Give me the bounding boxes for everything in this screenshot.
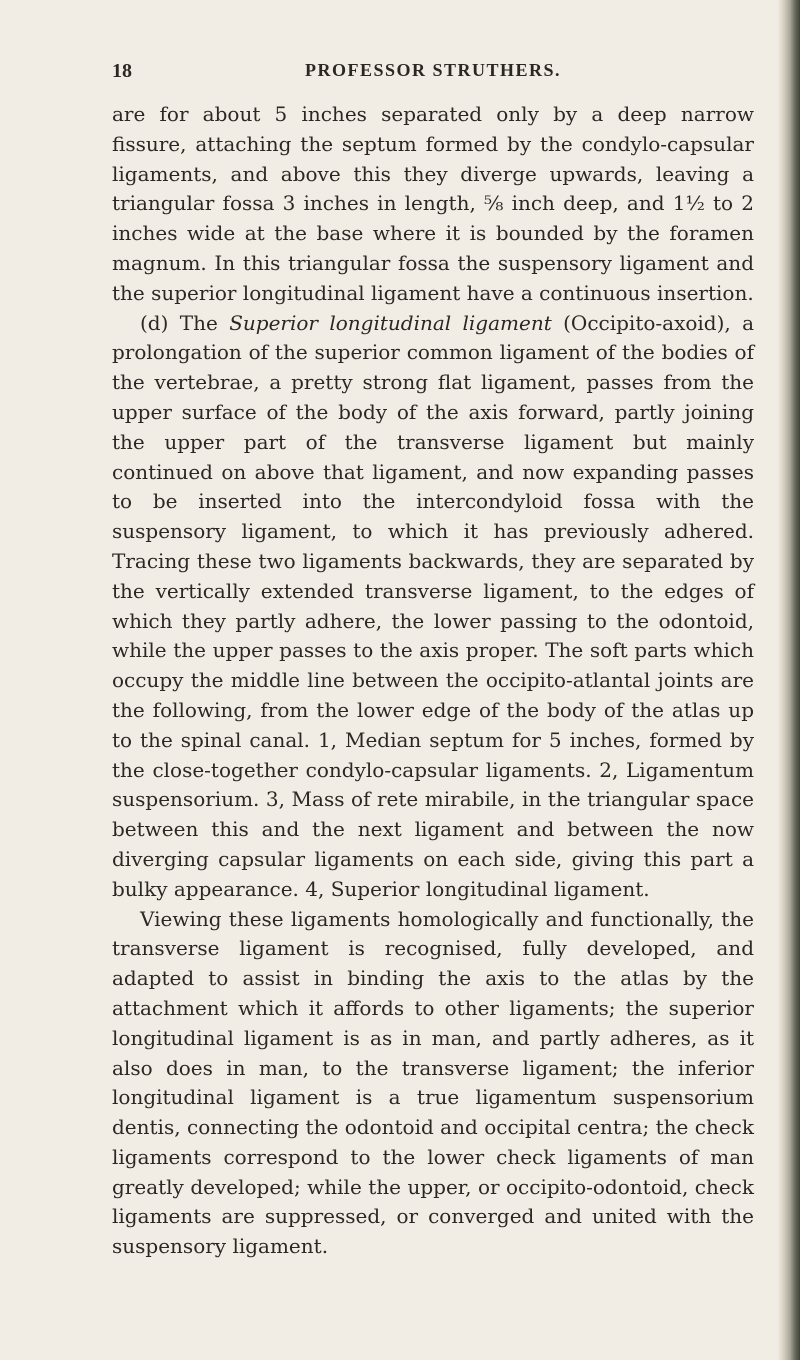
section-word: The [179, 310, 218, 335]
page-number: 18 [112, 60, 132, 82]
section-marker: (d) [140, 310, 169, 335]
page-edge-shadow [778, 0, 800, 1360]
paragraph-2 [112, 309, 754, 905]
paragraph-2-text: (Occipito-axoid), a prolongation of the superior common ligament of the bodies of the vertebrae, a pretty strong flat ligament, passes from the upper surface of the body of the axis forward, partly joining the upper part of the transverse ligament but mainly continued on above that ligament, and now expanding passes to be inserted into the intercondyloid fossa with the suspensory ligament, to which it has previously adhered. Tracing these two ligaments backwards, they are separated by the vertically extended transverse ligament, to the edges of which they partly adhere, the lower passing to the odontoid, while the upper passes to the axis proper. The soft parts which occupy the middle line between the occipito-atlantal joints are the following, from the lower edge of the body of the atlas up to the spinal canal. 1, Median septum for 5 inches, formed by the close-together condylo-capsular ligaments. 2, Ligamentum suspensorium. 3, Mass of rete mirabile, in the triangular space between this and the next ligament and between the now diverging capsular ligaments on each side, giving this part a bulky appearance. 4, Superior longitudinal ligament. [112, 310, 755, 901]
running-head: PROFESSOR STRUTHERS. [304, 60, 562, 80]
page-header [112, 60, 754, 86]
section-title: Superior longitudinal ligament [229, 310, 552, 335]
body-text [112, 100, 754, 1262]
paragraph-1: are for about 5 inches separated only by a deep narrow fissure, attaching the septum formed by the condylo-capsular ligaments, and above this they diverge upwards, leaving a triangular fossa 3 inches in length, ⅝ inch deep, and 1½ to 2 inches wide at the base where it is bounded by the foramen magnum. In this triangular fossa the suspensory ligament and the superior longitudinal ligament have a continuous insertion. [112, 102, 754, 305]
paragraph-3: Viewing these ligaments homologically and functionally, the transverse ligament is recognised, fully developed, and adapted to assist in binding the axis to the atlas by the attachment which it affords to other ligaments; the superior longitudinal ligament is as in man, and partly adheres, as it also does in man, to the transverse ligament; the inferior longitudinal ligament is a true ligamentum suspensorium dentis, connecting the odontoid and occipital centra; the check ligaments correspond to the lower check ligaments of man greatly developed; while the upper, or occipito-odontoid, check ligaments are suppressed, or converged and united with the suspensory ligament. [112, 906, 754, 1259]
